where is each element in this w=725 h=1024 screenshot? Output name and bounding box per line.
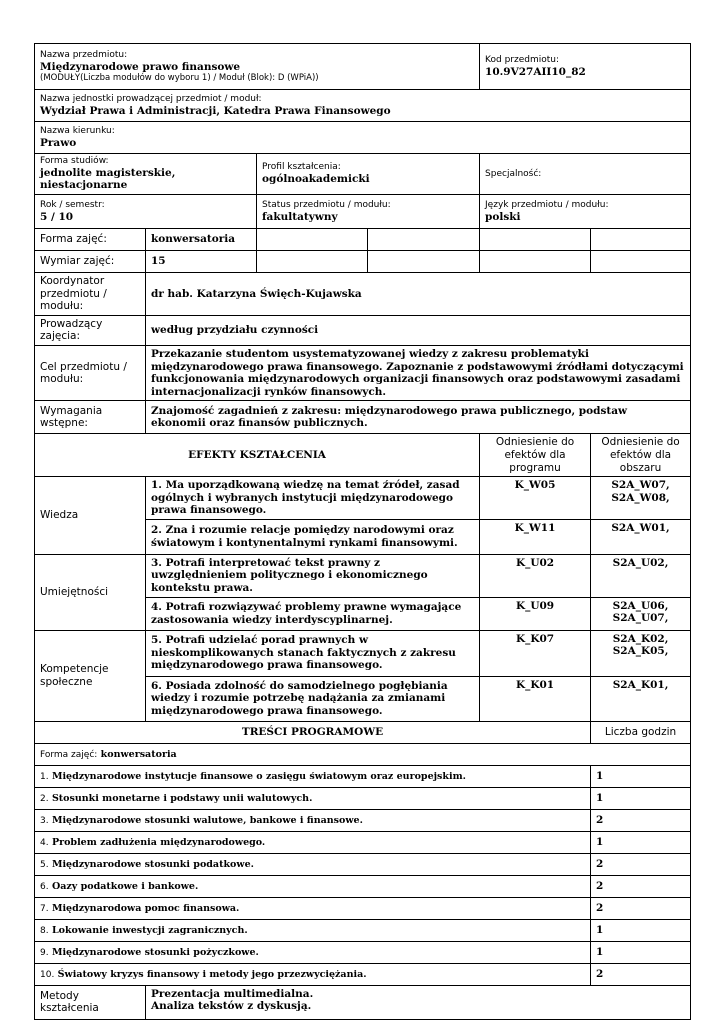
requirements-value: Znajomość zagadnień z zakresu: międzynarodowego prawa publicznego, podstaw ekonomii oraz finansów publicznych. [146,401,691,434]
effect-text: 6. Posiada zdolność do samodzielnego pogłębiania wiedzy i rozumie potrzebę nadążania za zmianami międzynarodowego prawa finansowego. [146,676,480,721]
course-code: 10.9V27AII10_82 [485,65,586,78]
topic-title: Lokowanie inwestycji zagranicznych. [51,924,248,936]
empty-cell [257,250,368,272]
effect-program-code: K_K07 [480,630,591,676]
area-code: S2A_W07, [611,479,670,492]
goal-value: Przekazanie studentom usystematyzowanej wiedzy z zakresu problematyki międzynarodowego prawa finansowego. Zapoznanie z podstawowymi źródłami dotyczącymi funkcjonowania międzynarodowych organizacji finansowych oraz podstawowymi zasadami internacjonalizacji rynków finansowych. [146,345,691,400]
language-cell [480,194,691,228]
program-form-prefix: Forma zajęć: [40,749,98,760]
course-code-label: Kod przedmiotu: [485,54,559,65]
year-row [35,194,691,228]
goal-label: Cel przedmiotu / modułu: [35,345,146,400]
methods-label: Metody kształcenia [35,985,146,1019]
effect-area-codes [591,597,691,630]
effect-text: 4. Potrafi rozwiązywać problemy prawne wymagające zastosowania wiedzy interdyscyplinarnej. [146,597,480,630]
area-code: S2A_K05, [612,645,669,658]
coordinator-label: Koordynator przedmiotu / modułu: [35,272,146,315]
topic-hours: 1 [591,787,691,809]
class-hours-row [35,250,691,272]
effect-area-codes [591,477,691,520]
requirements-label: Wymagania wstępne: [35,401,146,434]
program-form-row [35,743,691,765]
instructor-label: Prowadzący zajęcia: [35,315,146,345]
topic-number: 8. [40,925,49,936]
topic-hours: 1 [591,941,691,963]
topic-cell [35,809,591,831]
program-hours-header: Liczba godzin [591,721,691,743]
area-code: S2A_W01, [611,521,670,534]
topic-number: 10. [40,969,55,980]
topic-hours: 2 [591,809,691,831]
empty-cell [368,250,480,272]
course-syllabus-table [34,43,691,1020]
study-form-cell [35,154,257,195]
topic-cell [35,875,591,897]
profile-value: ogólnoakademicki [262,173,370,186]
topic-title: Problem zadłużenia międzynarodowego. [51,836,266,848]
effect-area-codes [591,519,691,554]
empty-cell [257,228,368,250]
course-name-cell [35,44,480,90]
topic-hours: 2 [591,963,691,985]
area-code: S2A_W08, [611,491,670,504]
topic-title: Oazy podatkowe i bankowe. [51,880,199,892]
methods-row [35,985,691,1019]
effect-group-knowledge: Wiedza [35,477,146,555]
requirements-row [35,401,691,434]
empty-cell [591,250,691,272]
topic-cell [35,897,591,919]
field-cell [35,122,691,154]
effect-group-social: Kompetencje społeczne [35,630,146,721]
topic-title: Stosunki monetarne i podstawy unii walutowych. [51,792,313,804]
topic-hours: 1 [591,765,691,787]
topic-cell [35,919,591,941]
field-row [35,122,691,154]
effect-area-codes [591,676,691,721]
methods-cell [146,985,691,1019]
unit-row [35,90,691,122]
unit-label: Nazwa jednostki prowadzącej przedmiot / moduł: [40,93,262,104]
program-header-row [35,721,691,743]
program-form-value: konwersatoria [100,748,177,760]
course-module-info: (MODUŁY(Liczba modułów do wyboru 1) / Moduł (Blok): D (WPiA)) [40,73,319,84]
class-hours-label: Wymiar zajęć: [35,250,146,272]
method-line: Prezentacja multimedialna. [151,987,314,1000]
area-code: S2A_U02, [612,556,669,569]
effect-program-code: K_K01 [480,676,591,721]
instructor-value: według przydziału czynności [146,315,691,345]
program-header: TREŚCI PROGRAMOWE [35,721,591,743]
profile-cell [257,154,480,195]
topic-number: 5. [40,859,49,870]
topic-row [35,809,691,831]
topic-hours: 2 [591,875,691,897]
topic-number: 2. [40,793,49,804]
topic-number: 6. [40,881,49,892]
effect-area-codes [591,554,691,597]
effect-text: 2. Zna i rozumie relacje pomiędzy narodowymi oraz światowym i kontynentalnymi rynkami finansowymi. [146,519,480,554]
topic-cell [35,963,591,985]
effects-header-row [35,434,691,477]
class-form-label: Forma zajęć: [35,228,146,250]
area-code: S2A_K01, [612,678,669,691]
topic-cell [35,941,591,963]
topic-hours: 1 [591,919,691,941]
language-label: Język przedmiotu / modułu: [485,199,609,210]
course-name-label: Nazwa przedmiotu: [40,49,128,60]
empty-cell [368,228,480,250]
field-label: Nazwa kierunku: [40,125,115,136]
specialty-cell [480,154,691,195]
specialty-label: Specjalność: [485,168,542,179]
status-label: Status przedmiotu / modułu: [262,199,391,210]
topic-cell [35,853,591,875]
effect-program-code: K_U02 [480,554,591,597]
effect-text: 3. Potrafi interpretować tekst prawny z uwzględnieniem politycznego i ekonomicznego kontekstu prawa. [146,554,480,597]
topic-number: 4. [40,837,49,848]
effect-text: 5. Potrafi udzielać porad prawnych w nieskomplikowanych stanach faktycznych z zakresu międzynarodowego prawa finansowego. [146,630,480,676]
year-value: 5 / 10 [40,210,74,223]
coordinator-value: dr hab. Katarzyna Święch-Kujawska [146,272,691,315]
topic-title: Międzynarodowe stosunki podatkowe. [51,858,254,870]
method-line: Analiza tekstów z dyskusją. [151,1000,312,1013]
effect-text: 1. Ma uporządkowaną wiedzę na temat źródeł, zasad ogólnych i wybranych instytucji międzynarodowego prawa finansowego. [146,477,480,520]
topic-number: 9. [40,947,49,958]
topic-number: 3. [40,815,49,826]
effect-area-codes [591,630,691,676]
topic-row [35,941,691,963]
field-value: Prawo [40,136,77,149]
effect-row [35,477,691,520]
topic-title: Światowy kryzys finansowy i metody jego przezwyciężania. [57,968,367,980]
topic-hours: 2 [591,897,691,919]
unit-cell [35,90,691,122]
topic-number: 7. [40,903,49,914]
year-label: Rok / semestr: [40,199,105,210]
coordinator-row [35,272,691,315]
empty-cell [591,228,691,250]
topic-title: Międzynarodowe stosunki pożyczkowe. [51,946,259,958]
status-cell [257,194,480,228]
empty-cell [480,228,591,250]
course-code-cell [480,44,691,90]
class-hours-value: 15 [146,250,257,272]
effects-header: EFEKTY KSZTAŁCENIA [35,434,480,477]
topic-row [35,897,691,919]
goal-row [35,345,691,400]
topic-title: Międzynarodowe stosunki walutowe, bankowe i finansowe. [51,814,363,826]
area-code: S2A_U07, [612,612,669,625]
topic-row [35,765,691,787]
unit-value: Wydział Prawa i Administracji, Katedra Prawa Finansowego [40,104,391,117]
course-name: Międzynarodowe prawo finansowe [40,60,241,73]
topic-row [35,963,691,985]
study-form-label: Forma studiów: [40,156,109,166]
topic-cell [35,787,591,809]
effects-program-header: Odniesienie do efektów dla programu [480,434,591,477]
area-code: S2A_K02, [612,632,669,645]
effect-group-skills: Umiejętności [35,554,146,630]
topic-row [35,787,691,809]
language-value: polski [485,210,521,223]
effect-program-code: K_W05 [480,477,591,520]
topic-row [35,875,691,897]
course-name-row [35,44,691,90]
topic-cell [35,765,591,787]
topic-row [35,919,691,941]
topic-title: Międzynarodowe instytucje finansowe o zasięgu światowym oraz europejskim. [51,770,466,782]
program-form-cell [35,743,691,765]
topic-hours: 1 [591,831,691,853]
effect-program-code: K_W11 [480,519,591,554]
topic-hours: 2 [591,853,691,875]
empty-cell [480,250,591,272]
study-form-value: jednolite magisterskie, niestacjonarne [40,166,176,192]
class-form-row [35,228,691,250]
topic-row [35,831,691,853]
topic-number: 1. [40,771,49,782]
effects-area-header: Odniesienie do efektów dla obszaru [591,434,691,477]
effect-row [35,554,691,597]
topic-title: Międzynarodowa pomoc finansowa. [51,902,240,914]
effect-program-code: K_U09 [480,597,591,630]
status-value: fakultatywny [262,210,338,223]
area-code: S2A_U06, [612,599,669,612]
topic-row [35,853,691,875]
profile-label: Profil kształcenia: [262,162,341,173]
year-cell [35,194,257,228]
instructor-row [35,315,691,345]
class-form-value: konwersatoria [146,228,257,250]
effect-row [35,630,691,676]
topic-cell [35,831,591,853]
study-row [35,154,691,195]
